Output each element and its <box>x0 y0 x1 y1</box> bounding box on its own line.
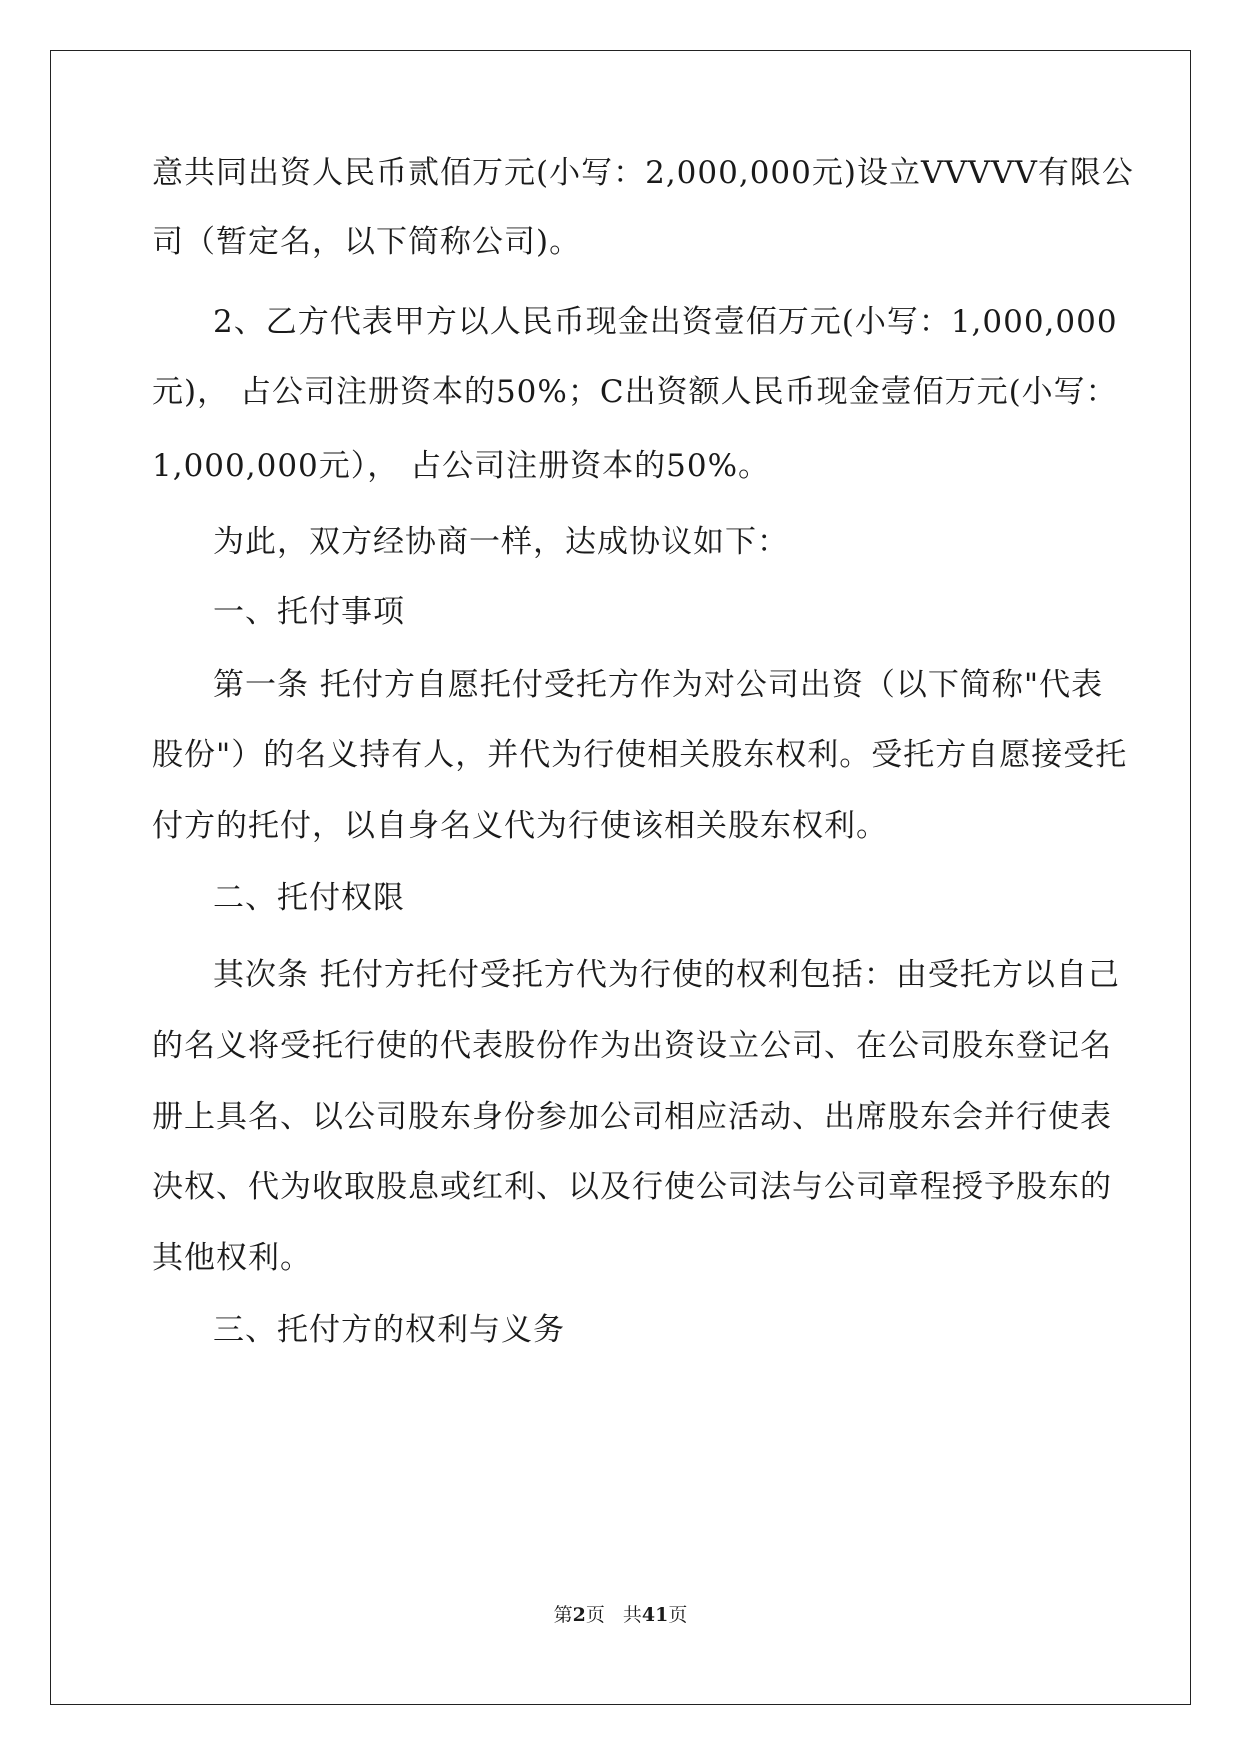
section-heading: 三、托付方的权利与义务 <box>213 1312 565 1348</box>
body-text-line: 决权、代为收取股息或红利、以及行使公司法与公司章程授予股东的 <box>152 1169 1112 1205</box>
body-text-line: 其次条 托付方托付受托方代为行使的权利包括：由受托方以自己 <box>213 957 1120 993</box>
body-text-line: 意共同出资人民币贰佰万元(小写：2,000,000元)设立VVVVV有限公 <box>152 155 1134 191</box>
section-heading: 二、托付权限 <box>213 880 405 916</box>
page-prefix: 第 <box>553 1604 573 1626</box>
body-text-line: 册上具名、以公司股东身份参加公司相应活动、出席股东会并行使表 <box>152 1099 1112 1135</box>
total-prefix: 共 <box>622 1604 642 1626</box>
page-number-footer <box>0 1603 1241 1627</box>
body-text-line: 其他权利。 <box>152 1240 312 1276</box>
total-page-number: 41 <box>641 1604 669 1626</box>
body-text-line: 司（暂定名，以下简称公司)。 <box>152 224 582 260</box>
body-text-line: 元)， 占公司注册资本的50%；C出资额人民币现金壹佰万元(小写： <box>152 374 1118 410</box>
body-text-line: 付方的托付，以自身名义代为行使该相关股东权利。 <box>152 808 888 844</box>
body-text-line: 的名义将受托行使的代表股份作为出资设立公司、在公司股东登记名 <box>152 1028 1112 1064</box>
total-suffix: 页 <box>668 1604 688 1626</box>
section-lead-line: 为此，双方经协商一样，达成协议如下： <box>213 524 789 560</box>
body-text-line: 第一条 托付方自愿托付受托方作为对公司出资（以下简称"代表 <box>213 667 1104 703</box>
body-text-line: 股份"）的名义持有人，并代为行使相关股东权利。受托方自愿接受托 <box>152 737 1128 773</box>
page-label: 页 <box>585 1604 605 1626</box>
section-heading: 一、托付事项 <box>213 594 405 630</box>
current-page-number: 2 <box>572 1604 586 1626</box>
body-text-line: 1,000,000元）， 占公司注册资本的50%。 <box>152 448 771 484</box>
body-text-line: 2、乙方代表甲方以人民币现金出资壹佰万元(小写：1,000,000 <box>213 304 1118 340</box>
